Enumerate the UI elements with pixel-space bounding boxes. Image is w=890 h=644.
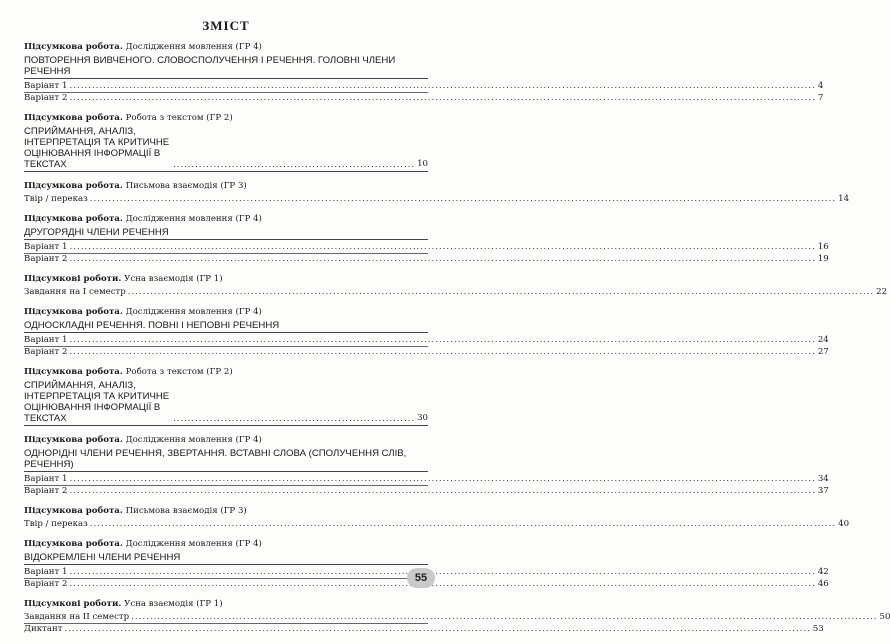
entry-label: Варіант 2 — [24, 486, 68, 496]
toc-entry — [24, 486, 829, 497]
entry-page: 4 — [817, 81, 824, 91]
toc-page — [24, 18, 890, 644]
toc-section — [24, 435, 829, 497]
entry-page: 19 — [817, 254, 829, 264]
toc-rows — [24, 519, 850, 530]
toc-rows — [24, 242, 829, 265]
toc-section — [24, 274, 888, 298]
entry-label: Варіант 1 — [24, 567, 68, 577]
entry-page: 37 — [817, 486, 829, 496]
section-header — [24, 214, 428, 224]
toc-rows — [24, 287, 888, 298]
entry-label: Варіант 2 — [24, 93, 68, 103]
toc-rows — [24, 567, 829, 590]
section-type: Дослідження мовлення (ГР 4) — [125, 539, 262, 549]
toc-entry — [24, 287, 888, 298]
section-header — [24, 307, 428, 317]
section-type: Дослідження мовлення (ГР 4) — [125, 435, 262, 445]
dot-leader — [70, 254, 816, 265]
section-label: Підсумкові роботи. — [24, 599, 122, 609]
section-label: Підсумкова робота. — [24, 214, 123, 224]
dot-leader — [90, 519, 836, 530]
section-topic — [24, 126, 428, 172]
section-type: Письмова взаємодія (ГР 3) — [125, 181, 247, 191]
entry-label: Варіант 1 — [24, 335, 68, 345]
section-label: Підсумкова робота. — [24, 367, 123, 377]
toc-rows — [24, 81, 824, 104]
section-header — [24, 113, 428, 123]
dot-leader — [128, 287, 874, 298]
section-header — [24, 599, 428, 609]
entry-label: Твір / переказ — [24, 194, 88, 204]
section-header — [24, 181, 428, 191]
section-type: Усна взаємодія (ГР 1) — [124, 274, 223, 284]
section-label: Підсумкова робота. — [24, 506, 123, 516]
dot-leader — [70, 567, 816, 578]
section-label: Підсумкова робота. — [24, 539, 123, 549]
dot-leader — [70, 81, 816, 92]
toc-section — [24, 42, 824, 104]
topic-page: 30 — [417, 413, 428, 423]
section-topic: ОДНОРІДНІ ЧЛЕНИ РЕЧЕННЯ, ЗВЕРТАННЯ. ВСТАВНІ СЛОВА (СПОЛУЧЕННЯ СЛІВ, РЕЧЕННЯ) — [24, 448, 428, 472]
dot-leader: .................................................................. — [173, 413, 416, 424]
toc-entry — [24, 612, 890, 624]
dot-leader — [70, 486, 816, 497]
toc-rows — [24, 194, 850, 205]
entry-label: Твір / переказ — [24, 519, 88, 529]
toc-entry — [24, 579, 829, 590]
entry-page: 24 — [817, 335, 829, 345]
entry-page: 40 — [838, 519, 850, 529]
entry-label: Завдання на ІІ семестр — [24, 612, 130, 622]
toc-entry — [24, 81, 824, 93]
toc-section — [24, 307, 829, 358]
section-label: Підсумкові роботи. — [24, 274, 122, 284]
section-type: Дослідження мовлення (ГР 4) — [125, 307, 262, 317]
section-label: Підсумкова робота. — [24, 113, 123, 123]
entry-page: 46 — [817, 579, 829, 589]
section-topic: ВІДОКРЕМЛЕНІ ЧЛЕНИ РЕЧЕННЯ — [24, 552, 428, 565]
toc-entry — [24, 93, 824, 104]
toc-title: ЗМІСТ — [202, 18, 250, 33]
entry-label: Варіант 1 — [24, 81, 68, 91]
toc-section — [24, 113, 428, 172]
dot-leader — [64, 624, 810, 635]
toc-entry — [24, 254, 829, 265]
section-header — [24, 435, 428, 445]
section-label: Підсумкова робота. — [24, 307, 123, 317]
entry-label: Варіант 1 — [24, 242, 68, 252]
dot-leader: .................................................................. — [173, 159, 416, 170]
toc-rows — [24, 474, 829, 497]
section-type: Дослідження мовлення (ГР 4) — [125, 214, 262, 224]
dot-leader — [70, 93, 816, 104]
toc-entry — [24, 194, 850, 205]
section-label: Підсумкова робота. — [24, 42, 123, 52]
section-header — [24, 42, 428, 52]
topic-text: СПРИЙМАННЯ, АНАЛІЗ, ІНТЕРПРЕТАЦІЯ ТА КРИТИЧНЕ ОЦІНЮВАННЯ ІНФОРМАЦІЇ В ТЕКСТАХ — [24, 380, 170, 424]
toc-rows — [24, 612, 890, 635]
toc-entry — [24, 335, 829, 347]
dot-leader — [70, 347, 816, 358]
dot-leader — [131, 612, 877, 623]
entry-label: Варіант 2 — [24, 347, 68, 357]
section-label: Підсумкова робота. — [24, 435, 123, 445]
toc-section — [24, 367, 428, 426]
dot-leader — [70, 579, 816, 590]
entry-label: Варіант 2 — [24, 254, 68, 264]
entry-page: 34 — [817, 474, 829, 484]
entry-page: 53 — [812, 624, 824, 634]
toc-entry — [24, 624, 824, 635]
entry-page: 16 — [817, 242, 829, 252]
toc-section — [24, 181, 850, 205]
toc-entry — [24, 567, 829, 579]
section-type: Робота з текстом (ГР 2) — [125, 113, 233, 123]
entry-page: 22 — [876, 287, 888, 297]
toc-section — [24, 214, 829, 265]
entry-page: 27 — [817, 347, 829, 357]
page-number: 55 — [407, 568, 435, 588]
toc-entry — [24, 474, 829, 486]
toc-section — [24, 506, 850, 530]
section-header — [24, 539, 428, 549]
section-header — [24, 274, 428, 284]
dot-leader — [70, 242, 816, 253]
section-type: Письмова взаємодія (ГР 3) — [125, 506, 247, 516]
toc-entry — [24, 242, 829, 254]
entry-page: 14 — [838, 194, 850, 204]
entry-page: 42 — [817, 567, 829, 577]
section-type: Дослідження мовлення (ГР 4) — [125, 42, 262, 52]
section-header — [24, 367, 428, 377]
section-topic: ПОВТОРЕННЯ ВИВЧЕНОГО. СЛОВОСПОЛУЧЕННЯ І РЕЧЕННЯ. ГОЛОВНІ ЧЛЕНИ РЕЧЕННЯ — [24, 55, 428, 79]
toc-section — [24, 599, 890, 635]
section-topic — [24, 380, 428, 426]
toc-entry — [24, 519, 850, 530]
dot-leader — [70, 335, 816, 346]
toc-entry — [24, 347, 829, 358]
section-header — [24, 506, 428, 516]
section-topic: ОДНОСКЛАДНІ РЕЧЕННЯ. ПОВНІ І НЕПОВНІ РЕЧЕННЯ — [24, 320, 428, 333]
dot-leader — [90, 194, 836, 205]
entry-label: Завдання на І семестр — [24, 287, 126, 297]
toc-section — [24, 539, 829, 590]
entry-label: Диктант — [24, 624, 63, 634]
entry-page: 50 — [879, 612, 890, 622]
entry-label: Варіант 1 — [24, 474, 68, 484]
toc-list — [24, 42, 890, 635]
toc-rows — [24, 335, 829, 358]
topic-text: СПРИЙМАННЯ, АНАЛІЗ, ІНТЕРПРЕТАЦІЯ ТА КРИТИЧНЕ ОЦІНЮВАННЯ ІНФОРМАЦІЇ В ТЕКСТАХ — [24, 126, 170, 170]
dot-leader — [70, 474, 816, 485]
entry-label: Варіант 2 — [24, 579, 68, 589]
entry-page: 7 — [817, 93, 824, 103]
topic-page: 10 — [417, 159, 428, 169]
section-label: Підсумкова робота. — [24, 181, 123, 191]
section-topic: ДРУГОРЯДНІ ЧЛЕНИ РЕЧЕННЯ — [24, 227, 428, 240]
section-type: Усна взаємодія (ГР 1) — [124, 599, 223, 609]
section-type: Робота з текстом (ГР 2) — [125, 367, 233, 377]
